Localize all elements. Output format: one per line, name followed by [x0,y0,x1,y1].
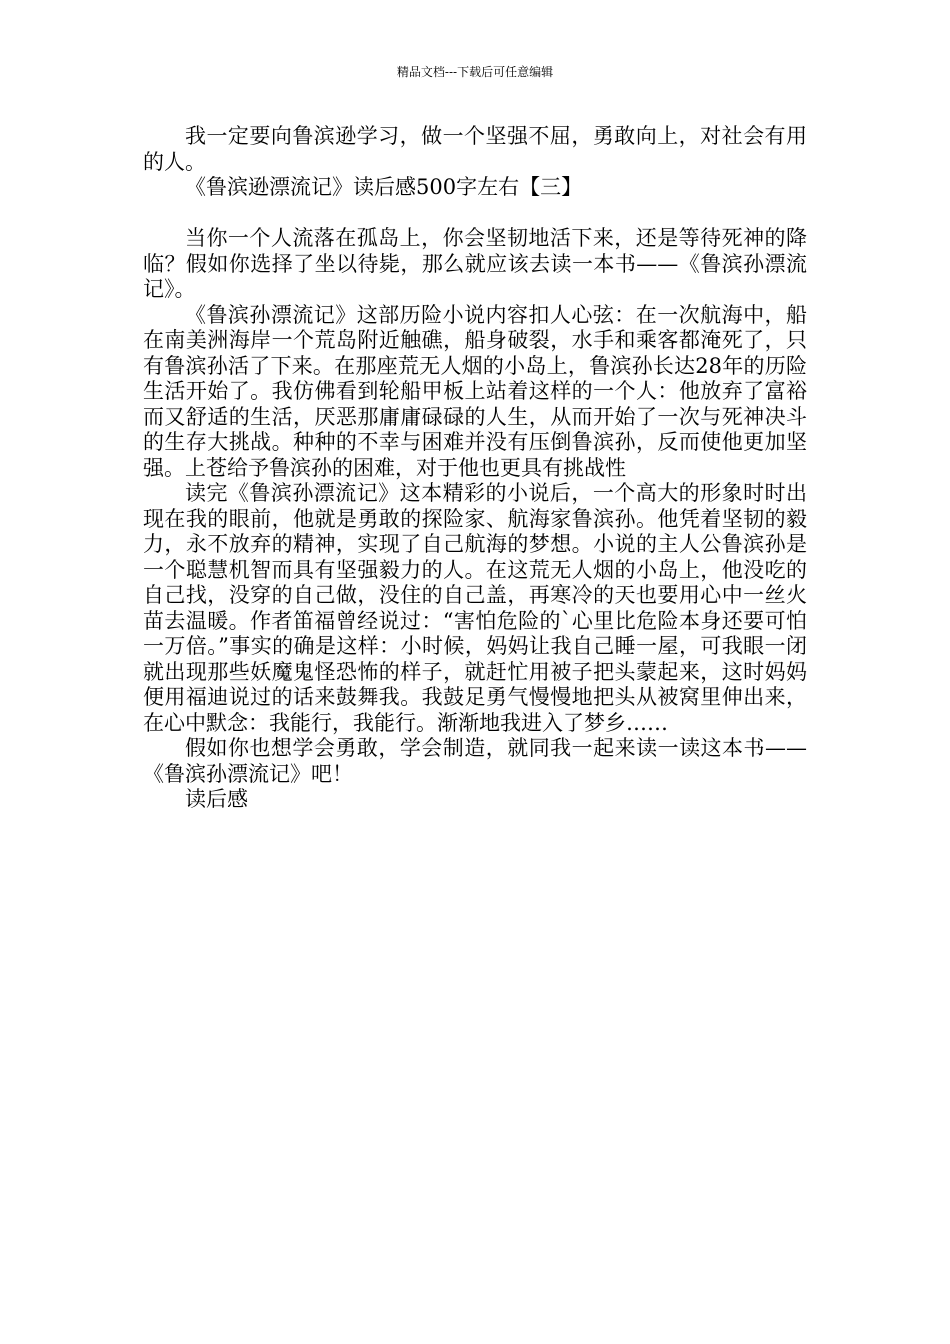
paragraph-conclusion: 我一定要向鲁滨逊学习，做一个坚强不屈，勇敢向上，对社会有用的人。 [143,124,807,174]
section-title: 《鲁滨逊漂流记》读后感500字左右【三】 [185,175,583,199]
paragraph-intro: 当你一个人流落在孤岛上，你会坚韧地活下来，还是等待死神的降临？假如你选择了坐以待毙，那么就应该去读一本书——《鲁滨孙漂流记》。 [143,226,807,301]
paragraph-reflection: 读完《鲁滨孙漂流记》这本精彩的小说后，一个高大的形象时时出现在我的眼前，他就是勇敢的探险家、航海家鲁滨孙。他凭着坚韧的毅力，永不放弃的精神，实现了自己航海的梦想。小说的主人公鲁滨孙是一个聪慧机智而具有坚强毅力的人。在这荒无人烟的小岛上，他没吃的自己找，没穿的自己做，没住的自己盖，再寒冷的天也要用心中一丝火苗去温暖。作者笛福曾经说过：“害怕危险的`心里比危险本身还要可怕一万倍。”事实的确是这样：小时候，妈妈让我自己睡一屋，可我眼一闭就出现那些妖魔鬼怪恐怖的样子，就赶忙用被子把头蒙起来，这时妈妈便用福迪说过的话来鼓舞我。我鼓足勇气慢慢地把头从被窝里伸出来，在心中默念：我能行，我能行。渐渐地我进入了梦乡…… [143,481,807,735]
document-body [143,124,807,813]
paragraph-closing: 假如你也想学会勇敢，学会制造，就同我一起来读一读这本书——《鲁滨孙漂流记》吧！ [143,736,807,786]
paragraph-footer-label: 读后感 [185,787,248,811]
blank-line [143,201,807,227]
paragraph-plot: 《鲁滨孙漂流记》这部历险小说内容扣人心弦：在一次航海中，船在南美洲海岸一个荒岛附近触礁，船身破裂，水手和乘客都淹死了，只有鲁滨孙活了下来。在那座荒无人烟的小岛上，鲁滨孙长达28年的历险生活开始了。我仿佛看到轮船甲板上站着这样的一个人：他放弃了富裕而又舒适的生活，厌恶那庸庸碌碌的人生，从而开始了一次与死神决斗的生存大挑战。种种的不幸与困难并没有压倒鲁滨孙，反而使他更加坚强。上苍给予鲁滨孙的困难，对于他也更具有挑战性 [143,302,807,480]
page-header: 精品文档---下载后可任意编辑 [396,65,554,79]
